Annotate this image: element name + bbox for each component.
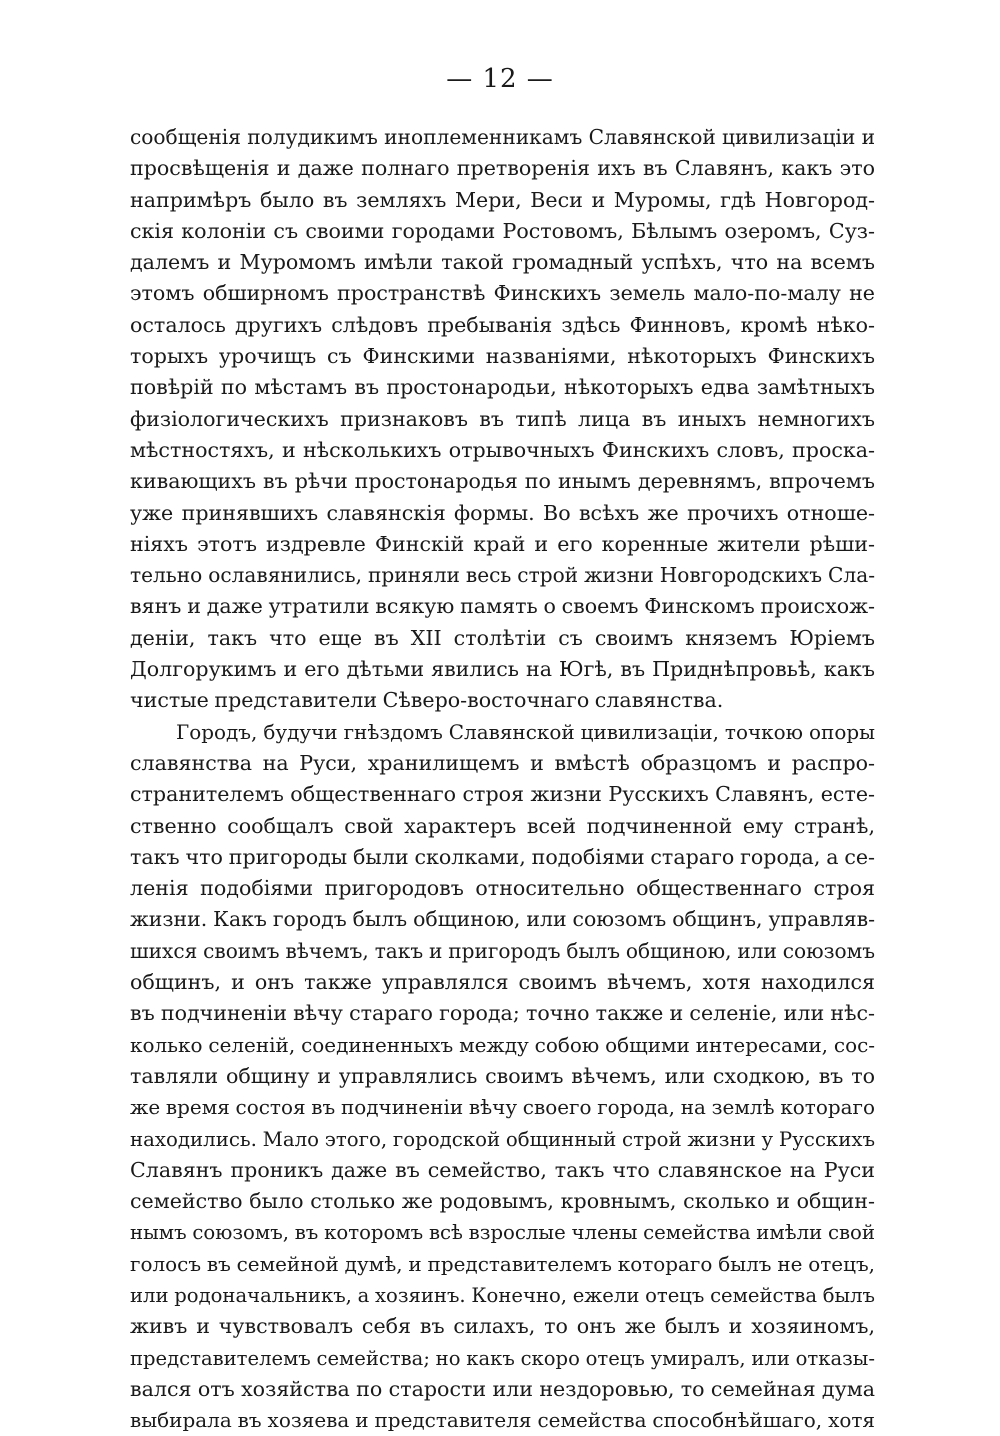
text-line: общинъ, и онъ также управлялся своимъ вѣчемъ, хотя находился	[130, 970, 875, 995]
text-line: физіологическихъ признаковъ въ типѣ лица въ иныхъ немногихъ	[130, 406, 875, 431]
text-line: повѣрій по мѣстамъ въ простонародьи, нѣкоторыхъ едва замѣтныхъ	[130, 375, 875, 400]
text-line: сообщенія полудикимъ иноплеменникамъ Славянской цивилизаціи и	[130, 125, 875, 149]
text-line: этомъ обширномъ пространствѣ Финскихъ земель мало-по-малу не	[130, 281, 875, 306]
text-line: Славянъ проникъ даже въ семейство, такъ что славянское на Руси	[130, 1157, 875, 1182]
text-line: жизни. Какъ городъ былъ общиною, или союзомъ общинъ, управляв-	[130, 907, 875, 932]
text-line: напримѣръ было въ земляхъ Мери, Веси и Муромы, гдѣ Новгород-	[130, 187, 875, 212]
text-line: или родоначальникъ, а хозяинъ. Конечно, ежели отецъ семейства былъ	[130, 1283, 875, 1307]
body-text	[130, 122, 875, 1436]
text-line: вался отъ хозяйства по старости или нездоровью, то семейная дума	[130, 1376, 875, 1401]
text-line: чистые представители Сѣверо-восточнаго славянства.	[130, 688, 724, 713]
text-line: нымъ союзомъ, въ которомъ всѣ взрослые члены семейства имѣли свой	[130, 1221, 875, 1245]
text-line: же время состоя въ подчиненіи вѣчу своего города, на землѣ котораго	[130, 1095, 875, 1120]
text-line: тельно ославянились, приняли весь строй жизни Новгородскихъ Сла-	[130, 563, 875, 588]
text-line: колько селеній, соединенныхъ между собою общими интересами, сос-	[130, 1032, 875, 1057]
text-line: торыхъ урочищъ съ Финскими названіями, нѣкоторыхъ Финскихъ	[130, 344, 875, 369]
paragraph-2	[130, 717, 875, 1436]
text-line: Городъ, будучи гнѣздомъ Славянской цивилизаціи, точкою опоры	[176, 719, 875, 744]
text-line: тавляли общину и управлялись своимъ вѣчемъ, или сходкою, въ то	[130, 1063, 875, 1088]
text-line: деніи, такъ что еще въ XII столѣтіи съ своимъ княземъ Юріемъ	[130, 625, 875, 650]
text-line: кивающихъ въ рѣчи простонародья по инымъ деревнямъ, впрочемъ	[130, 469, 875, 494]
text-line: странителемъ общественнаго строя жизни Русскихъ Славянъ, есте-	[130, 782, 875, 807]
text-line: уже принявшихъ славянскія формы. Во всѣхъ же прочихъ отноше-	[130, 500, 875, 525]
text-line: ственно сообщалъ свой характеръ всей подчиненной ему странѣ,	[130, 813, 875, 838]
page-number: — 12 —	[446, 64, 554, 94]
paragraph-1	[130, 122, 875, 717]
text-line: скія колоніи съ своими городами Ростовомъ, Бѣлымъ озеромъ, Суз-	[130, 218, 875, 243]
text-line: славянства на Руси, хранилищемъ и вмѣстѣ образцомъ и распро-	[130, 750, 875, 775]
text-line: находились. Мало этого, городской общинный строй жизни у Русскихъ	[130, 1127, 875, 1151]
text-line: такъ что пригороды были сколками, подобіями стараго города, а се-	[130, 844, 875, 869]
text-line: осталось другихъ слѣдовъ пребыванія здѣсь Финновъ, кромѣ нѣко-	[130, 312, 875, 337]
text-line: шихся своимъ вѣчемъ, такъ и пригородъ былъ общиною, или союзомъ	[130, 938, 875, 963]
text-line: ленія подобіями пригородовъ относительно общественнаго строя	[130, 876, 875, 901]
text-line: Долгорукимъ и его дѣтьми явились на Югѣ, въ Приднѣпровьѣ, какъ	[130, 657, 875, 682]
text-line: вянъ и даже утратили всякую память о своемъ Финскомъ происхож-	[130, 594, 875, 619]
text-line: представителемъ семейства; но какъ скоро отецъ умиралъ, или отказы-	[130, 1346, 875, 1370]
text-line: далемъ и Муромомъ имѣли такой громадный успѣхъ, что на всемъ	[130, 250, 875, 275]
text-line: выбирала въ хозяева и представителя семейства способнѣйшаго, хотя	[130, 1408, 875, 1433]
text-line: живъ и чувствовалъ себя въ силахъ, то онъ же былъ и хозяиномъ,	[130, 1314, 875, 1339]
text-line: семейство было столько же родовымъ, кровнымъ, сколько и общин-	[130, 1189, 875, 1214]
text-line: мѣстностяхъ, и нѣсколькихъ отрывочныхъ Финскихъ словъ, проска-	[130, 437, 875, 462]
text-line: голосъ въ семейной думѣ, и представителемъ котораго былъ не отецъ,	[130, 1251, 875, 1276]
text-line: въ подчиненіи вѣчу стараго города; точно также и селеніе, или нѣс-	[130, 1001, 875, 1026]
text-line: просвѣщенія и даже полнаго претворенія ихъ въ Славянъ, какъ это	[130, 156, 875, 181]
text-line: ніяхъ этотъ издревле Финскій край и его коренные жители рѣши-	[130, 531, 875, 556]
